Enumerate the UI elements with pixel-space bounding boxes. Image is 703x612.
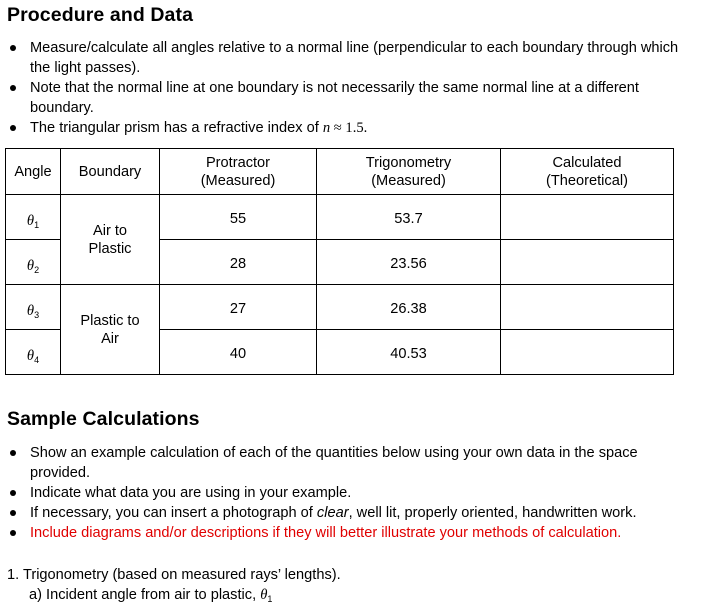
header-trig-line2: (Measured) [371, 172, 446, 189]
protractor-cell: 28 [160, 240, 317, 285]
header-boundary: Boundary [61, 149, 160, 195]
calculated-cell[interactable] [501, 195, 674, 240]
theta-subscript: 1 [267, 594, 273, 604]
refractive-index-symbol: n [322, 120, 331, 136]
header-protractor [160, 149, 317, 195]
trig-cell: 26.38 [317, 285, 501, 330]
header-calc-line1: Calculated [552, 154, 622, 171]
theta-symbol: θ [26, 258, 35, 274]
procedure-heading: Procedure and Data [7, 4, 194, 26]
angle-data-table [5, 148, 674, 375]
header-calculated [501, 149, 674, 195]
bullet-normal-line-note: Note that the normal line at one boundary is not necessarily the same normal line at a different boundary. [0, 78, 680, 118]
protractor-cell: 55 [160, 195, 317, 240]
angle-cell [6, 285, 61, 330]
theta-symbol: θ [260, 587, 268, 603]
header-angle: Angle [6, 149, 61, 195]
trig-cell: 40.53 [317, 330, 501, 375]
header-protractor-line1: Protractor [205, 154, 271, 171]
table-header-row [6, 149, 674, 195]
header-calc-line2: (Theoretical) [546, 172, 628, 189]
photo-text-after: , well lit, properly oriented, handwritten work. [348, 505, 637, 521]
bullet-photograph [0, 503, 680, 523]
calculated-cell[interactable] [501, 330, 674, 375]
calculated-cell[interactable] [501, 285, 674, 330]
procedure-bullet-list [0, 38, 703, 138]
photo-text-clear: clear [316, 505, 349, 521]
bullet-refractive-index [0, 118, 680, 138]
angle-cell [6, 240, 61, 285]
question-1a [7, 585, 341, 609]
calculated-cell[interactable] [501, 240, 674, 285]
angle-cell [6, 195, 61, 240]
refractive-index-value: ≈ 1.5. [330, 120, 368, 136]
theta-subscript: 3 [34, 310, 40, 320]
bullet-show-example: Show an example calculation of each of the quantities below using your own data in the space provided. [0, 443, 680, 483]
header-trigonometry [317, 149, 501, 195]
theta-symbol: θ [26, 213, 35, 229]
bullet-measure-angles: Measure/calculate all angles relative to a normal line (perpendicular to each boundary through which the light passes). [0, 38, 680, 78]
table-row [6, 285, 674, 330]
boundary-cell: Air to Plastic [61, 195, 160, 285]
protractor-cell: 40 [160, 330, 317, 375]
sample-calculations-heading: Sample Calculations [7, 408, 200, 430]
question-1a-text: a) Incident angle from air to plastic, [29, 587, 261, 603]
theta-symbol: θ [26, 348, 35, 364]
table-row [6, 195, 674, 240]
angle-cell [6, 330, 61, 375]
trig-cell: 23.56 [317, 240, 501, 285]
photo-text-before: If necessary, you can insert a photograph of [30, 505, 317, 521]
protractor-cell: 27 [160, 285, 317, 330]
theta-subscript: 1 [34, 220, 40, 230]
numbered-question-list [7, 565, 341, 609]
theta-symbol: θ [26, 303, 35, 319]
header-trig-line1: Trigonometry [365, 154, 452, 171]
refractive-index-text: The triangular prism has a refractive index of [30, 120, 323, 136]
boundary-cell: Plastic to Air [61, 285, 160, 375]
trig-cell: 53.7 [317, 195, 501, 240]
bullet-indicate-data: Indicate what data you are using in your example. [0, 483, 680, 503]
theta-subscript: 2 [34, 265, 40, 275]
question-1: 1. Trigonometry (based on measured rays’ lengths). [7, 567, 341, 583]
bullet-include-diagrams: Include diagrams and/or descriptions if they will better illustrate your methods of calculation. [0, 523, 680, 543]
sample-bullet-list [0, 443, 703, 543]
header-protractor-line2: (Measured) [200, 172, 276, 189]
theta-subscript: 4 [34, 355, 40, 365]
